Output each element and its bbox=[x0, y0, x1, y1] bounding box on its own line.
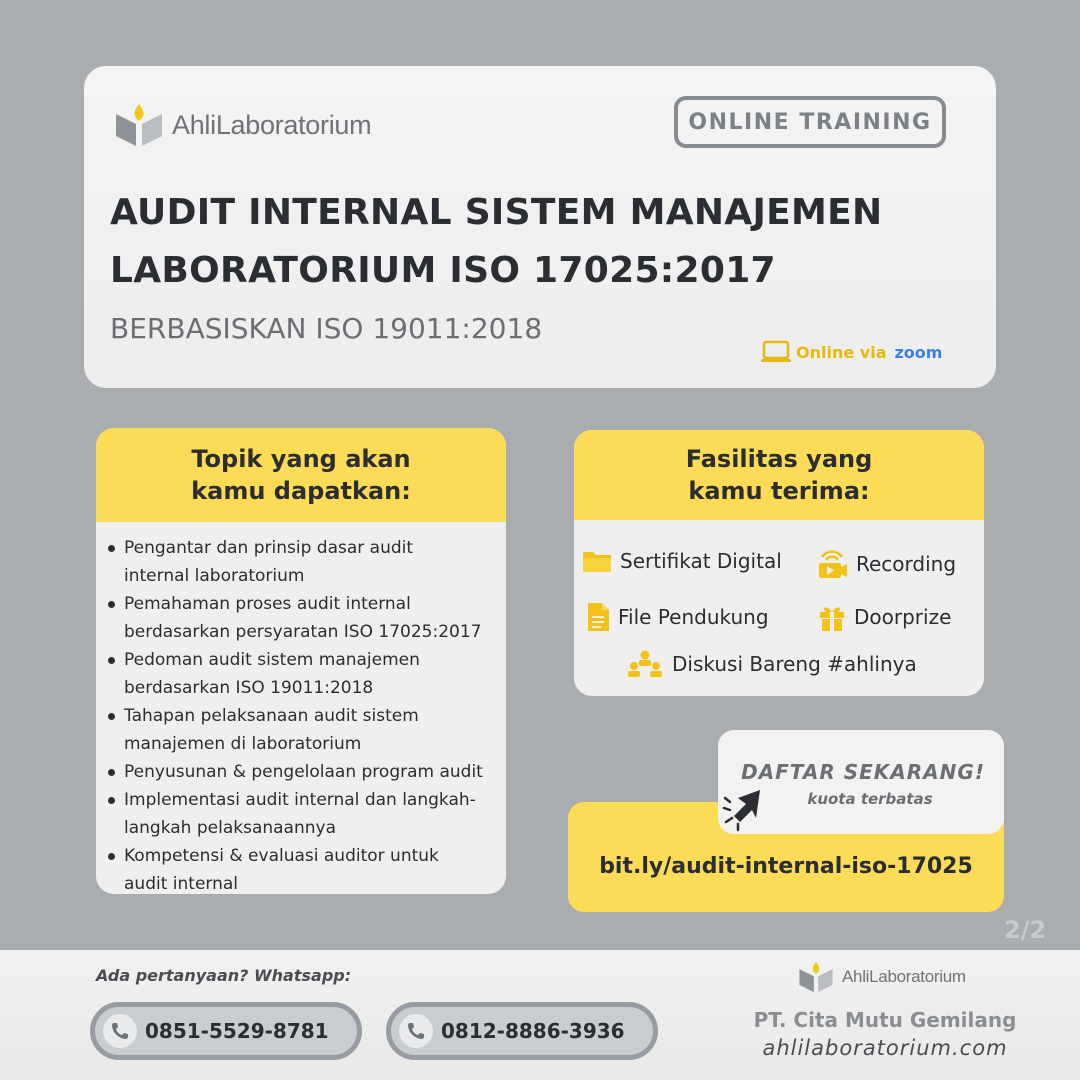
facilities-heading bbox=[574, 430, 984, 520]
facility-diskusi bbox=[626, 650, 917, 678]
facility-label: Diskusi Bareng #ahlinya bbox=[672, 652, 917, 676]
title-line-1: AUDIT INTERNAL SISTEM MANAJEMEN bbox=[110, 192, 883, 233]
topics-heading-line-1: Topik yang akan bbox=[191, 445, 411, 473]
zoom-label: zoom bbox=[894, 342, 943, 362]
title-line-2: LABORATORIUM ISO 17025:2017 bbox=[110, 250, 776, 291]
brand-name: AhliLaboratorium bbox=[172, 109, 372, 140]
list-item: Penyusunan & pengelolaan program audit bbox=[106, 758, 506, 786]
cursor-click-icon bbox=[720, 780, 770, 832]
logo-icon bbox=[114, 102, 164, 148]
contact-question: Ada pertanyaan? Whatsapp: bbox=[96, 966, 352, 985]
folder-icon bbox=[582, 548, 612, 574]
brand-logo bbox=[114, 102, 371, 148]
topics-heading bbox=[96, 428, 506, 522]
gift-icon bbox=[818, 602, 846, 632]
facility-recording bbox=[816, 548, 956, 580]
register-callout bbox=[718, 730, 1004, 834]
page-indicator: 2/2 bbox=[1004, 916, 1047, 944]
list-item: Pengantar dan prinsip dasar audit internal laboratorium bbox=[106, 534, 506, 590]
topics-list bbox=[96, 522, 506, 894]
facilities-heading-line-1: Fasilitas yang bbox=[685, 445, 873, 473]
online-label: Online via bbox=[796, 342, 887, 362]
register-url[interactable]: bit.ly/audit-internal-iso-17025 bbox=[599, 854, 973, 879]
topics-card bbox=[96, 428, 506, 894]
website-link[interactable]: ahlilaboratorium.com bbox=[762, 1036, 1008, 1060]
footer bbox=[0, 950, 1080, 1080]
register-title: DAFTAR SEKARANG! bbox=[741, 760, 985, 784]
facility-label: Recording bbox=[856, 552, 957, 576]
page-subtitle: BERBASISKAN ISO 19011:2018 bbox=[110, 312, 543, 345]
logo-icon bbox=[798, 960, 834, 994]
whatsapp-phone-1[interactable] bbox=[90, 1002, 362, 1060]
whatsapp-phone-2[interactable] bbox=[386, 1002, 658, 1060]
online-training-badge: ONLINE TRAINING bbox=[674, 96, 946, 148]
company-name: PT. Cita Mutu Gemilang bbox=[753, 1008, 1017, 1032]
facilities-heading-line-2: kamu terima: bbox=[688, 477, 870, 505]
document-icon bbox=[586, 602, 610, 632]
page-title bbox=[110, 184, 970, 300]
laptop-icon bbox=[760, 340, 792, 364]
list-item: Pedoman audit sistem manajemen berdasarkan ISO 19011:2018 bbox=[106, 646, 506, 702]
topics-heading-line-2: kamu dapatkan: bbox=[191, 477, 411, 505]
facility-label: Doorprize bbox=[854, 605, 952, 629]
phone-number-1[interactable]: 0851-5529-8781 bbox=[145, 1019, 329, 1043]
register-subtitle: kuota terbatas bbox=[807, 790, 933, 808]
phone-number-2[interactable]: 0812-8886-3936 bbox=[441, 1019, 625, 1043]
recording-icon bbox=[816, 548, 848, 580]
header-card bbox=[84, 66, 996, 388]
list-item: Tahapan pelaksanaan audit sistem manajemen di laboratorium bbox=[106, 702, 506, 758]
footer-brand-logo bbox=[798, 960, 966, 994]
facility-label: File Pendukung bbox=[618, 605, 769, 629]
facility-doorprize bbox=[818, 602, 951, 632]
phone-icon bbox=[399, 1014, 433, 1048]
phone-icon bbox=[103, 1014, 137, 1048]
group-icon bbox=[626, 650, 664, 678]
facility-label: Sertifikat Digital bbox=[620, 549, 782, 573]
list-item: Pemahaman proses audit internal berdasarkan persyaratan ISO 17025:2017 bbox=[106, 590, 506, 646]
footer-brand-name: AhliLaboratorium bbox=[842, 967, 966, 986]
facility-sertifikat bbox=[582, 548, 782, 574]
facilities-card bbox=[574, 430, 984, 696]
list-item: Kompetensi & evaluasi auditor untuk audit internal bbox=[106, 842, 506, 894]
list-item: Implementasi audit internal dan langkah- langkah pelaksanaannya bbox=[106, 786, 506, 842]
facility-file-pendukung bbox=[586, 602, 769, 632]
online-via-zoom bbox=[760, 340, 942, 364]
